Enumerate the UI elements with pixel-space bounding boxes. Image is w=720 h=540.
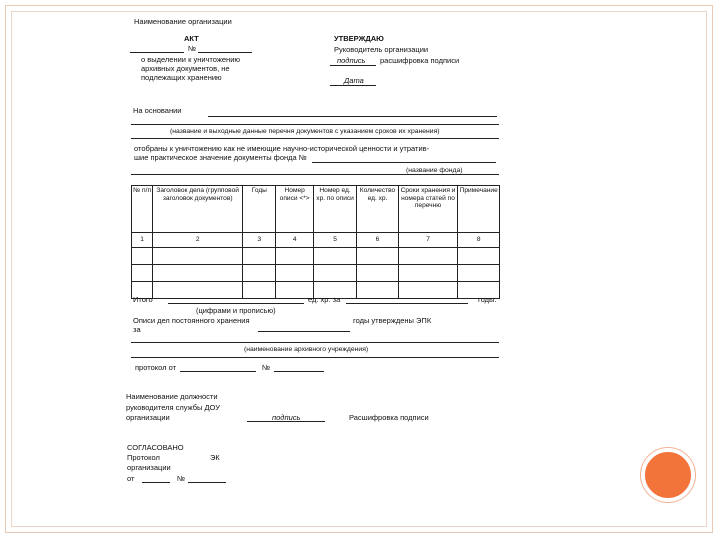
position-signature-line	[247, 421, 325, 422]
table-header-row	[132, 186, 500, 233]
agreed-protocol: Протокол	[127, 453, 160, 462]
approve-signature: подпись	[337, 56, 366, 65]
inventory-number: №	[262, 363, 271, 372]
agreed-org: организации	[127, 463, 171, 472]
agreed-date-line	[142, 482, 170, 483]
inventory-number-line	[274, 371, 324, 372]
col-number: 2	[153, 233, 243, 248]
col-number: 5	[313, 233, 356, 248]
agreed-number-line	[188, 482, 226, 483]
selected-text-1: отобраны к уничтожению как не имеющие научно-исторической ценности и утратив-	[134, 144, 430, 153]
col-number: 3	[243, 233, 276, 248]
inventory-archive-line	[131, 342, 499, 343]
col-number: 7	[398, 233, 458, 248]
total-caption: (цифрами и прописью)	[196, 306, 276, 315]
fund-line	[312, 162, 496, 163]
act-desc-3: подлежащих хранению	[141, 73, 222, 82]
act-desc-1: о выделении к уничтожению	[141, 55, 241, 64]
inventory-line-1b: годы утверждены ЭПК	[353, 316, 432, 325]
act-number-label: №	[188, 44, 197, 53]
inventory-caption: (наименование архивного учреждения)	[244, 346, 369, 353]
position-signature: подпись	[272, 413, 301, 422]
fund-caption: (название фонда)	[406, 167, 463, 174]
basis-line-2	[131, 124, 499, 125]
table-row	[132, 265, 500, 282]
approve-title: УТВЕРЖДАЮ	[334, 34, 384, 43]
approve-date-line	[330, 85, 376, 86]
col-number: 4	[276, 233, 313, 248]
approve-signature-line	[330, 65, 376, 66]
agreed-title: СОГЛАСОВАНО	[127, 443, 184, 452]
col-header: Номер описи <*>	[276, 186, 313, 233]
table-number-row	[132, 233, 500, 248]
act-number-line	[198, 52, 252, 53]
col-number: 1	[132, 233, 153, 248]
col-number: 8	[458, 233, 500, 248]
orange-circle-decoration	[641, 448, 695, 502]
basis-line-1	[208, 116, 497, 117]
total-label: Итого	[133, 295, 153, 304]
approve-head-label: Руководитель организации	[334, 45, 429, 54]
approve-decoding: расшифровка подписи	[380, 56, 460, 65]
act-title: АКТ	[184, 34, 199, 43]
total-line-2	[346, 303, 468, 304]
col-header: Количество ед. хр.	[357, 186, 398, 233]
inventory-years-line	[258, 331, 350, 332]
act-table	[131, 185, 500, 299]
inventory-line-1: Описи дел постоянного хранения	[133, 316, 250, 325]
inventory-protocol: протокол от	[135, 363, 177, 372]
act-desc-2: архивных документов, не	[141, 64, 230, 73]
col-header: Сроки хранения и номера статей по перечню	[398, 186, 458, 233]
approve-date: Дата	[344, 76, 364, 85]
total-units: ед. хр. за	[308, 295, 341, 304]
basis-label: На основании	[133, 106, 182, 115]
inventory-line-extra	[131, 357, 499, 358]
act-date-line	[130, 52, 184, 53]
position-line-3: организации	[126, 413, 170, 422]
position-line-2: руководителя службы ДОУ	[126, 403, 220, 412]
org-label: Наименование организации	[134, 17, 232, 26]
agreed-number: №	[177, 474, 186, 483]
selected-text-2: шие практическое значение документы фонда №	[134, 153, 307, 162]
inventory-line-2: за	[133, 325, 141, 334]
total-years: годы.	[478, 295, 497, 304]
col-header: Номер ед. хр. по описи	[313, 186, 356, 233]
inventory-protocol-line	[180, 371, 256, 372]
position-line-1: Наименование должности	[126, 392, 218, 401]
position-decoding: Расшифровка подписи	[349, 413, 429, 422]
agreed-from: от	[127, 474, 135, 483]
agreed-ek: ЭК	[210, 453, 220, 462]
basis-line-3	[131, 138, 499, 139]
total-line-1	[168, 303, 304, 304]
col-number: 6	[357, 233, 398, 248]
table-row	[132, 248, 500, 265]
col-header: № п/п	[132, 186, 153, 233]
col-header: Заголовок дела (групповой заголовок документов)	[153, 186, 243, 233]
col-header: Примечание	[458, 186, 500, 233]
basis-caption: (название и выходные данные перечня документов с указанием сроков их хранения)	[170, 128, 440, 135]
col-header: Годы	[243, 186, 276, 233]
